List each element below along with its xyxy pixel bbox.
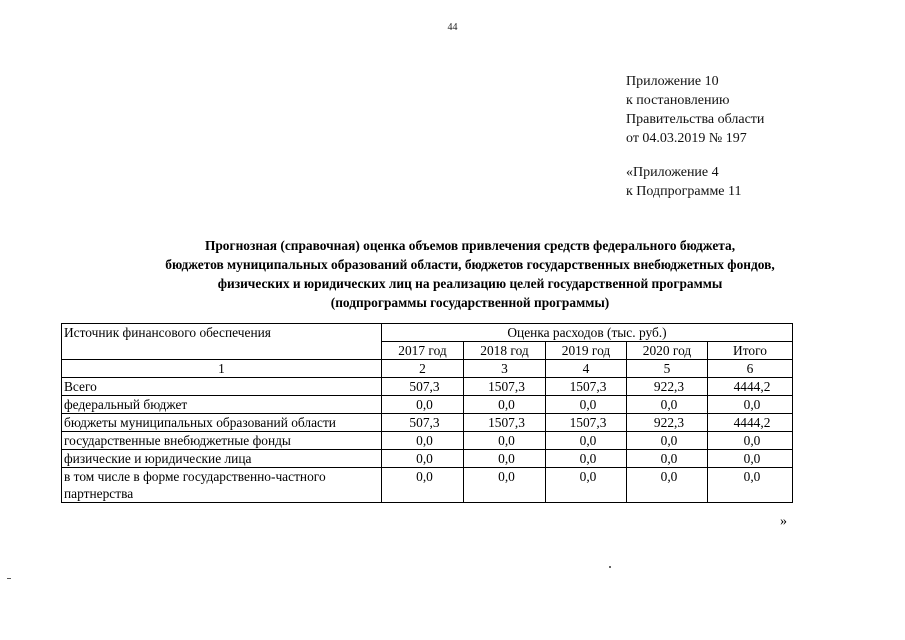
cell-value: 0,0 bbox=[546, 432, 627, 450]
table-header-row bbox=[62, 324, 793, 342]
title-line: физических и юридических лиц на реализацию целей государственной программы bbox=[217, 276, 723, 291]
cell-value: 0,0 bbox=[708, 432, 793, 450]
total-header: Итого bbox=[708, 342, 793, 360]
row-label: физические и юридические лица bbox=[62, 450, 382, 468]
appendix-gap bbox=[626, 148, 764, 163]
closing-quote: » bbox=[780, 514, 787, 529]
row-label: бюджеты муниципальных образований области bbox=[62, 414, 382, 432]
table-row bbox=[62, 378, 793, 396]
page-number: 44 bbox=[447, 22, 458, 33]
cell-value: 0,0 bbox=[464, 468, 546, 503]
appendix-line: Приложение 10 bbox=[626, 74, 719, 89]
cell-value: 4444,2 bbox=[708, 378, 793, 396]
cell-value: 0,0 bbox=[464, 432, 546, 450]
cell-value: 0,0 bbox=[382, 432, 464, 450]
title-line: бюджетов муниципальных образований области, бюджетов государственных внебюджетных фондов, bbox=[165, 257, 775, 272]
scan-mark bbox=[609, 566, 611, 568]
cell-value: 0,0 bbox=[627, 450, 708, 468]
column-number: 2 bbox=[382, 360, 464, 378]
table-row bbox=[62, 414, 793, 432]
year-header: 2017 год bbox=[382, 342, 464, 360]
row-label: федеральный бюджет bbox=[62, 396, 382, 414]
cell-value: 1507,3 bbox=[464, 414, 546, 432]
cell-value: 0,0 bbox=[382, 396, 464, 414]
cell-value: 0,0 bbox=[546, 468, 627, 503]
year-header: 2018 год bbox=[464, 342, 546, 360]
appendix-line: Правительства области bbox=[626, 112, 765, 127]
table-row bbox=[62, 468, 793, 503]
title-line: (подпрограммы государственной программы) bbox=[330, 295, 610, 310]
title-line: Прогнозная (справочная) оценка объемов привлечения средств федерального бюджета, bbox=[204, 238, 736, 253]
cell-value: 0,0 bbox=[546, 450, 627, 468]
document-title bbox=[60, 236, 880, 312]
cell-value: 0,0 bbox=[627, 468, 708, 503]
source-header: Источник финансового обеспечения bbox=[62, 324, 382, 360]
column-number-row bbox=[62, 360, 793, 378]
cell-value: 0,0 bbox=[464, 450, 546, 468]
row-label: государственные внебюджетные фонды bbox=[62, 432, 382, 450]
column-number: 1 bbox=[62, 360, 382, 378]
appendix-line: к Подпрограмме 11 bbox=[626, 184, 742, 199]
column-number: 5 bbox=[627, 360, 708, 378]
column-number: 6 bbox=[708, 360, 793, 378]
cell-value: 0,0 bbox=[708, 450, 793, 468]
table-row bbox=[62, 432, 793, 450]
appendix-line: к постановлению bbox=[626, 93, 730, 108]
cell-value: 1507,3 bbox=[546, 414, 627, 432]
cell-value: 507,3 bbox=[382, 378, 464, 396]
cell-value: 922,3 bbox=[627, 414, 708, 432]
table-row bbox=[62, 450, 793, 468]
cell-value: 507,3 bbox=[382, 414, 464, 432]
cell-value: 922,3 bbox=[627, 378, 708, 396]
cell-value: 0,0 bbox=[464, 396, 546, 414]
cell-value: 0,0 bbox=[627, 396, 708, 414]
cell-value: 0,0 bbox=[382, 468, 464, 503]
column-number: 3 bbox=[464, 360, 546, 378]
column-number: 4 bbox=[546, 360, 627, 378]
table-row bbox=[62, 396, 793, 414]
appendix-block bbox=[626, 72, 764, 201]
row-label: Всего bbox=[62, 378, 382, 396]
appendix-line: «Приложение 4 bbox=[626, 165, 719, 180]
cell-value: 0,0 bbox=[546, 396, 627, 414]
year-header: 2020 год bbox=[627, 342, 708, 360]
scan-mark bbox=[7, 578, 11, 579]
cell-value: 1507,3 bbox=[464, 378, 546, 396]
appendix-line: от 04.03.2019 № 197 bbox=[626, 131, 747, 146]
estimate-header: Оценка расходов (тыс. руб.) bbox=[382, 324, 793, 342]
row-label: в том числе в форме государственно-частного партнерства bbox=[62, 468, 382, 503]
cell-value: 1507,3 bbox=[546, 378, 627, 396]
cell-value: 0,0 bbox=[708, 468, 793, 503]
cell-value: 0,0 bbox=[382, 450, 464, 468]
year-header: 2019 год bbox=[546, 342, 627, 360]
cell-value: 4444,2 bbox=[708, 414, 793, 432]
financing-table bbox=[61, 323, 793, 503]
cell-value: 0,0 bbox=[627, 432, 708, 450]
cell-value: 0,0 bbox=[708, 396, 793, 414]
